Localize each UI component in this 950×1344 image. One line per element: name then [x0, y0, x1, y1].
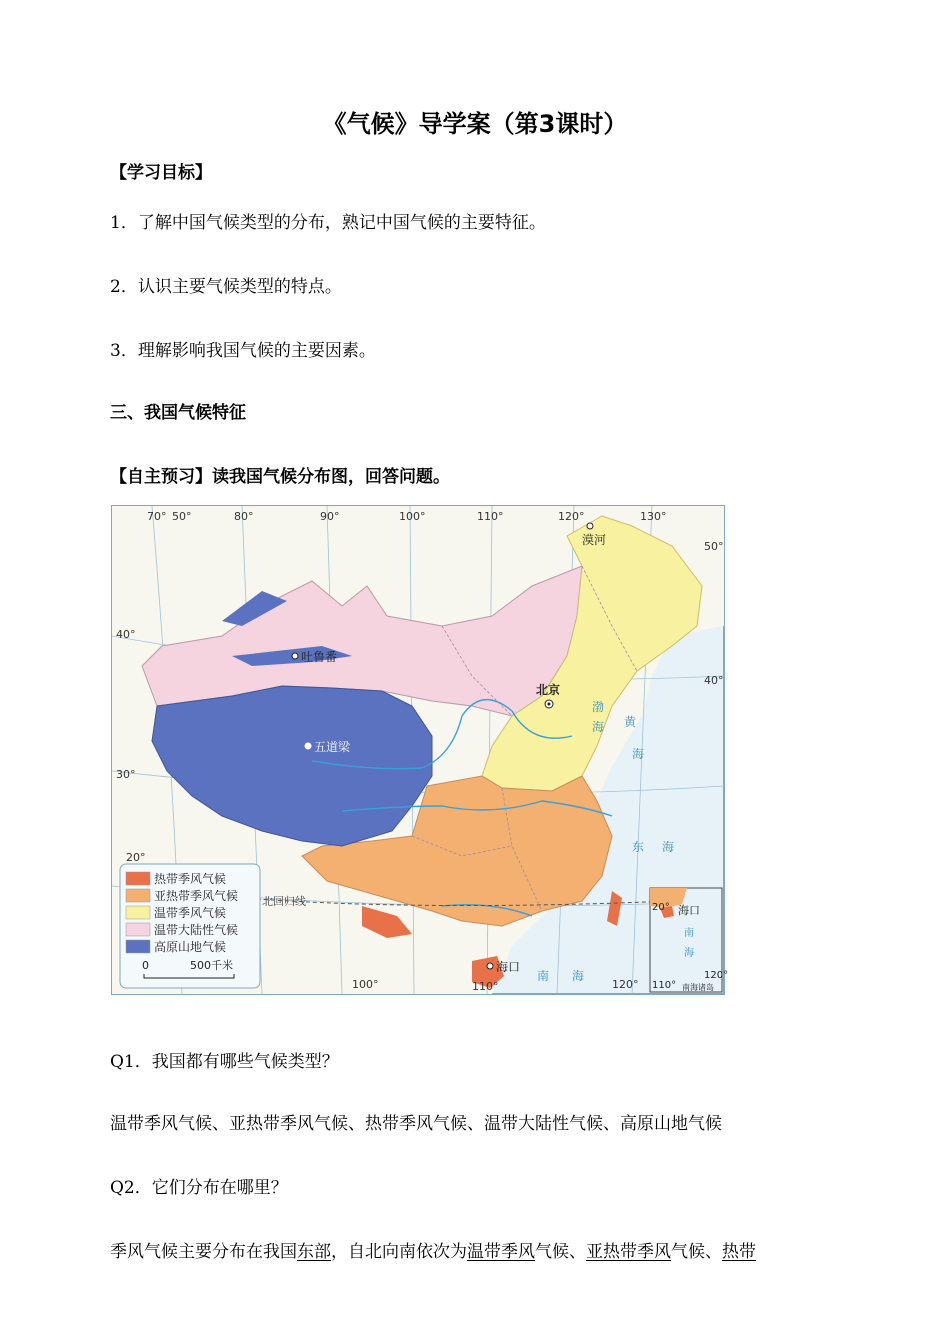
- lat-label-40-right: 40°: [704, 674, 724, 687]
- lat-label-20-left: 20°: [126, 851, 146, 864]
- legend-plateau: 高原山地气候: [154, 940, 227, 954]
- inset-sea-nan: 南: [684, 928, 694, 939]
- sea-dong-2: 海: [662, 840, 675, 854]
- lon-label-70: 70°: [147, 510, 167, 523]
- lon-label-100: 100°: [399, 510, 426, 523]
- q2-blank-subtropical: 亚热带季风: [586, 1242, 671, 1262]
- south-china-sea-inset: [650, 888, 728, 992]
- lat-label-30-left: 30°: [116, 768, 136, 781]
- lat-label-50-right: 50°: [704, 540, 724, 553]
- lon-label-120: 120°: [558, 510, 585, 523]
- sea-nan-1: 南: [537, 969, 550, 983]
- sea-nan-2: 海: [572, 969, 585, 983]
- scale-zero: 0: [142, 959, 149, 972]
- section-heading: 三、我国气候特征: [110, 403, 246, 423]
- lon-label-110-bottom: 110°: [472, 980, 499, 993]
- city-wudaoliang: 五道梁: [314, 740, 351, 754]
- page-title: 《气候》导学案（第3课时）: [322, 110, 628, 138]
- legend-temperate-monsoon: 温带季风气候: [154, 906, 227, 920]
- inset-haikou: 海口: [678, 904, 700, 917]
- sea-huang-hai: 海: [632, 747, 645, 761]
- lon-label-120-bottom: 120°: [612, 978, 639, 991]
- lon-label-100-bottom: 100°: [352, 978, 379, 991]
- lon-label-130: 130°: [640, 510, 667, 523]
- tropic-of-cancer-label: 北回归线: [262, 895, 306, 908]
- scale-distance: 500千米: [190, 959, 233, 972]
- legend-tropical-monsoon: 热带季风气候: [154, 872, 227, 886]
- q2-blank-temperate: 温带季风: [467, 1242, 535, 1262]
- inset-islands-label: 南海诸岛: [682, 983, 714, 992]
- city-beijing: 北京: [536, 683, 561, 697]
- objectives-heading: 【学习目标】: [110, 163, 212, 183]
- q2-text-4: 气候、: [671, 1242, 722, 1262]
- preview-heading: 【自主预习】读我国气候分布图，回答问题。: [110, 467, 450, 487]
- city-haikou: 海口: [496, 960, 521, 974]
- sea-huang: 黄: [624, 715, 637, 729]
- sea-bo-2: 海: [592, 720, 605, 734]
- inset-sea-hai: 海: [684, 948, 694, 959]
- inset-lon-110: 110°: [652, 980, 677, 991]
- climate-map: [112, 506, 729, 994]
- objective-3: 3．理解影响我国气候的主要因素。: [110, 341, 376, 361]
- lon-label-110: 110°: [477, 510, 504, 523]
- inset-lat-20: 20°: [652, 902, 670, 913]
- inset-lon-120: 120°: [704, 970, 729, 981]
- q1-question: Q1．我国都有哪些气候类型？: [110, 1052, 339, 1072]
- q2-blank-tropical: 热带: [722, 1242, 756, 1262]
- map-legend: [120, 864, 260, 988]
- q2-blank-east: 东部: [297, 1242, 331, 1262]
- q1-answer: 温带季风气候、亚热带季风气候、热带季风气候、温带大陆性气候、高原山地气候: [110, 1114, 722, 1134]
- legend-subtropical-monsoon: 亚热带季风气候: [154, 889, 239, 903]
- q2-answer: [110, 1237, 756, 1262]
- city-mohe: 漠河: [582, 533, 607, 547]
- city-turpan: 吐鲁番: [301, 650, 338, 664]
- q2-text-1: 季风气候主要分布在我国: [110, 1242, 297, 1262]
- sea-dong-1: 东: [632, 840, 645, 854]
- lat-label-50: 50°: [172, 510, 192, 523]
- objective-2: 2．认识主要气候类型的特点。: [110, 277, 342, 297]
- q2-question: Q2．它们分布在哪里？: [110, 1178, 288, 1198]
- q2-text-3: 气候、: [535, 1242, 586, 1262]
- objective-1: 1．了解中国气候类型的分布，熟记中国气候的主要特征。: [110, 213, 546, 233]
- q2-text-2: ，自北向南依次为: [331, 1242, 467, 1262]
- lat-label-40-left: 40°: [116, 628, 136, 641]
- sea-bo-1: 渤: [592, 700, 605, 714]
- legend-temperate-continental: 温带大陆性气候: [154, 923, 239, 937]
- lon-label-80: 80°: [234, 510, 254, 523]
- lon-label-90: 90°: [320, 510, 340, 523]
